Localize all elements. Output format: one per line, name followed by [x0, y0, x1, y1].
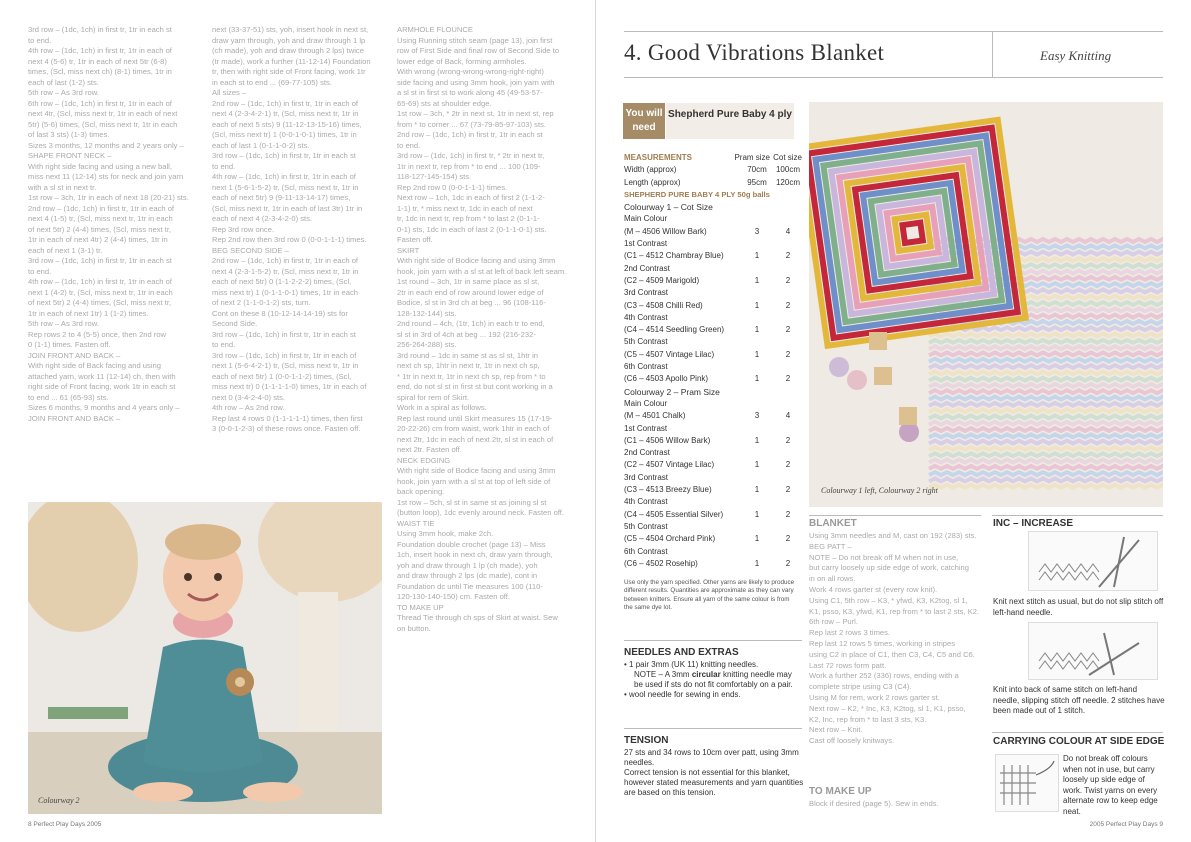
note-text: – A 3mm: [656, 670, 692, 679]
yarn-label: (C3 – 4508 Chilli Red): [624, 300, 703, 310]
photo-caption: Colourway 1 left, Colourway 2 right: [821, 486, 938, 495]
photo-caption: Colourway 2: [38, 796, 80, 805]
left-page: [0, 0, 595, 842]
measurement-row: [624, 177, 802, 189]
colourway1-list: [624, 213, 802, 385]
blanket-illustration: [809, 102, 1163, 507]
pram-quantity: 1: [754, 275, 760, 285]
carry-colour-text: Do not break off colours when not in use, but carry loosely up side edge of work. Twist yarns on every alternate row to keep edge neat.: [1063, 754, 1158, 816]
yarn-row: [624, 336, 802, 348]
colourway1-heading: Colourway 1 – Cot Size: [624, 202, 713, 213]
yarn-label: 6th Contrast: [624, 362, 668, 372]
tension-text: [624, 748, 809, 798]
note-bold: circular: [691, 670, 721, 679]
list-item: • wool needle for sewing in ends.: [624, 690, 741, 699]
cot-quantity: 2: [785, 300, 791, 310]
needle-note: [624, 670, 802, 690]
yarn-row: [624, 263, 802, 275]
yarn-label: (M – 4501 Chalk): [624, 411, 686, 421]
yarn-label: (C5 – 4504 Orchard Pink): [624, 534, 716, 544]
measurement-value: 95cm: [747, 177, 767, 187]
yarn-label: Main Colour: [624, 398, 668, 408]
yarn-label: 4th Contrast: [624, 497, 668, 507]
baby-dress-photo: [28, 502, 382, 814]
yarn-row: [624, 472, 802, 484]
title-top-rule: [624, 31, 1163, 32]
colourway2-heading: Colourway 2 – Pram Size: [624, 386, 720, 397]
yarn-row: [624, 521, 802, 533]
pram-quantity: 1: [754, 435, 760, 445]
yarn-ball: [847, 370, 867, 390]
cot-size-header: Cot size: [773, 153, 802, 162]
measurements-header-row: [624, 152, 802, 164]
right-page: [596, 0, 1191, 842]
needle-item: 1 pair 3mm (UK 11) knitting needles.: [629, 660, 759, 669]
yarn-ball: [829, 357, 849, 377]
pram-quantity: 1: [754, 300, 760, 310]
pram-quantity: 3: [754, 226, 760, 236]
carry-colour-diagram: [995, 754, 1059, 812]
yarn-row: [624, 226, 802, 238]
yarn-row: [624, 484, 802, 496]
yarn-label: 5th Contrast: [624, 521, 668, 531]
section-rule: [992, 732, 1163, 733]
make-up-heading: TO MAKE UP: [809, 786, 872, 797]
cot-quantity: 2: [785, 534, 791, 544]
list-item: • 1 pair 3mm (UK 11) knitting needles.: [624, 660, 759, 669]
cot-quantity: 4: [785, 226, 791, 236]
pram-quantity: 1: [754, 509, 760, 519]
blanket-heading: BLANKET: [809, 518, 857, 529]
measurements-heading: MEASUREMENTS: [624, 153, 693, 162]
yarn-row: [624, 447, 802, 459]
yarn-brand-label: Shepherd Pure Baby 4 ply: [666, 103, 794, 139]
yarn-label: (C4 – 4505 Essential Silver): [624, 509, 724, 519]
yarn-row: [624, 349, 802, 361]
yarn-row: [624, 496, 802, 508]
section-rule: [992, 515, 1163, 516]
yarn-label: (C1 – 4506 Willow Bark): [624, 435, 711, 445]
yarn-row: [624, 398, 802, 410]
yarn-label: Main Colour: [624, 214, 668, 224]
yarn-row: [624, 373, 802, 385]
cot-quantity: 2: [785, 349, 791, 359]
wooden-block: [874, 367, 892, 385]
yarn-label: 2nd Contrast: [624, 263, 670, 273]
cot-quantity: 2: [785, 485, 791, 495]
inc-heading: INC – INCREASE: [993, 518, 1074, 529]
note-text: knitting needle may be used if sts do not fit comfortably on a pair.: [634, 670, 793, 689]
cot-quantity: 2: [785, 275, 791, 285]
tension-heading: TENSION: [624, 735, 669, 746]
needles-list: [624, 660, 802, 700]
pram-quantity: 1: [754, 558, 760, 568]
cot-quantity: 2: [785, 509, 791, 519]
inc-diagram-1: [1028, 531, 1158, 591]
measurement-value: 70cm: [747, 165, 767, 175]
category-label: Easy Knitting: [1040, 48, 1112, 63]
materials-table: [624, 152, 802, 570]
yarn-row: [624, 410, 802, 422]
pram-quantity: 1: [754, 374, 760, 384]
inc-step-2: Knit into back of same stitch on left-hand needle, slipping stitch off needle. 2 stitches have been made out of 1 stitch.: [993, 685, 1165, 715]
blanket-instructions: Using 3mm needles and M, cast on 192 (283) sts. BEG PATT – NOTE – Do not break off M when not in use, but carry loosely up side edge of work, catching in on all rows. Work 4 rows garter st (every row knit). Using C1, 5th row – K3, * yfwd, K3, K2tog, sl 1, K1, psso, K3, yfwd, K1, rep from * to last 2 sts, K2. 6th row – Purl. Rep last 2 rows 3 times. Rep last 12 rows 5 times, working in stripes using C2 in place of C1, then C3, C4, C5 and C6. Last 72 rows form patt. Work a further 252 (336) rows, ending with a complete stripe using C3 (C4). Using M for rem, work 2 rows garter st. Next row – K2, * Inc, K3, K2tog, sl 1, K1, psso, K2, Inc, rep from * to last 3 sts, K3. Next row – Knit. Cast off loosely knitways.: [809, 531, 980, 746]
measurement-label: Length (approx): [624, 177, 681, 187]
note-label: NOTE: [634, 670, 657, 679]
yarn-note: Use only the yarn specified. Other yarns are likely to produce different results. Quantities are approximate as they can vary between knitters. Ensure all yarn of the same colour is from the same dye lot.: [624, 579, 795, 611]
yarn-row: [624, 312, 802, 324]
cot-quantity: 2: [785, 325, 791, 335]
tension-line: 27 sts and 34 rows to 10cm over patt, using 3mm needles.: [624, 748, 799, 767]
cot-quantity: 2: [785, 374, 791, 384]
measurement-label: Width (approx): [624, 165, 677, 175]
yarn-label: (C4 – 4514 Seedling Green): [624, 325, 725, 335]
pram-quantity: 1: [754, 460, 760, 470]
yarn-row: [624, 250, 802, 262]
yarn-row: [624, 558, 802, 570]
yarn-row: [624, 423, 802, 435]
yarn-label: (C6 – 4503 Apollo Pink): [624, 374, 709, 384]
yarn-row: [624, 287, 802, 299]
pram-quantity: 1: [754, 251, 760, 261]
pram-quantity: 3: [754, 411, 760, 421]
blanket-photo: [809, 102, 1163, 507]
cot-quantity: 4: [785, 411, 791, 421]
yarn-label: 6th Contrast: [624, 546, 668, 556]
section-rule: [624, 728, 802, 729]
yarn-label: 5th Contrast: [624, 337, 668, 347]
measurement-row: [624, 164, 802, 176]
yarn-label: 3rd Contrast: [624, 288, 669, 298]
section-rule: [809, 515, 981, 516]
yarn-label: 4th Contrast: [624, 312, 668, 322]
pram-size-header: Pram size: [734, 153, 770, 162]
measurement-value: 120cm: [775, 177, 800, 187]
needles-heading: NEEDLES AND EXTRAS: [624, 647, 739, 658]
needle-item: wool needle for sewing in ends.: [629, 690, 741, 699]
cot-quantity: 2: [785, 460, 791, 470]
yarn-label: (C6 – 4502 Rosehip): [624, 558, 698, 568]
yarn-row: [624, 546, 802, 558]
pattern-column-2: next (33-37-51) sts, yoh, insert hook in next st, draw yarn through, yoh and draw through 1 lp (ch made), yoh and draw through 2 lps) twice (tr made), work a further (11-12-14) Foundation tr, then with right side of Front facing, work 1tr in each st to end ... (69-77-105) sts. All sizes – 2nd row – (1dc, 1ch) in first tr, 1tr in each of next 4 (2-3-4-2-1) tr, (Scl, miss next tr, 1tr in each of next 5 sts) 9 (11-12-13-15-16) times, (Scl, miss next tr) 1 (0-0-1-0-1) times, 1tr in each of last 1 (0-1-1-0-2) sts. 3rd row – (1dc, 1ch) in first tr, 1tr in each st to end. 4th row – (1dc, 1ch) in first tr, 1tr in each of next 1 (5-6-1-5-2) tr, (Scl, miss next tr, 1tr in each of next 5tr) 9 (9-11-13-14-17) times, (Scl, miss next tr, 1tr in each of last 3tr) 1tr in each of next 4 (2-3-4-2-0) sts. Rep 3rd row once. Rep 2nd row then 3rd row 0 (0-0-1-1-1) times. BEG SECOND SIDE – 2nd row – (1dc, 1ch) in first tr, 1tr in each of next 4 (2-3-1-5-2) tr, (Scl, miss next tr, 1tr in each of next 5tr) 0 (1-1-2-2-2) times, (Scl, miss next tr) 1 (0-1-1-0-1) times, 1tr in each of next 2 (1-1-0-1-2) sts, turn. Cont on these 8 (10-12-14-14-19) sts for Second Side. 3rd row – (1dc, 1ch) in first tr, 1tr in each st to end. 3rd row – (1dc, 1ch) in first tr, 1tr in each of next 1 (5-6-4-2-1) tr, (Scl, miss next tr, 1tr in each of next 5tr) 1 (0-0-1-1-2) times, (Scl, miss next tr) 0 (1-1-1-1-0) times, 1tr in each of next 0 (3-4-2-4-0) sts. 4th row – As 2nd row. Rep last 4 rows 0 (1-1-1-1-1) times, then first 3 (0-0-1-2-3) of these rows once. Fasten off.: [212, 25, 371, 433]
yarn-label: 2nd Contrast: [624, 448, 670, 458]
inc-step-1: Knit next stitch as usual, but do not slip stitch off left-hand needle.: [993, 597, 1164, 617]
yarn-row: [624, 238, 802, 250]
pram-quantity: 1: [754, 485, 760, 495]
colourway2-list: [624, 398, 802, 570]
pattern-column-1: 3rd row – (1dc, 1ch) in first tr, 1tr in each st to end. 4th row – (1dc, 1ch) in first tr, 1tr in each of next 4 (5-6) tr, 1tr in each of next 5tr (6-8) times, (Scl, miss next ch) (8-1) times, 1tr in each of last (1-2) sts. 5th row – As 3rd row. 6th row – (1dc, 1ch) in first tr, 1tr in each of next 4tr, (Scl, miss next tr, 1tr in each of next 5tr) (5-6) times, (Scl, miss next tr, 1tr in each of last 3 sts) (1-3) times. Sizes 3 months, 12 months and 2 years only – SHAPE FRONT NECK – With right side facing and using a new ball, miss next 11 (12-14) sts for neck and join yarn with a sl st in next tr. 1st row – 3ch, 1tr in each of next 18 (20-21) sts. 2nd row – (1dc, 1ch) in first tr, 1tr in each of next 4 (1-5) tr, (Scl, miss next tr, 1tr in each of next 5tr) 2 (4-4) times, (Scl, miss next tr, 1tr in each of next 4tr) 2 (4-4) times, 1tr in each of next 1 (3-1) tr. 3rd row – (1dc, 1ch) in first tr, 1tr in each st to end. 4th row – (1dc, 1ch) in first tr, 1tr in each of next 1 (4-2) tr, (Scl, miss next tr, 1tr in each of next 5tr) 2 (4-4) times, (Scl, miss next tr, 1tr in each of next 1tr) 1 (1-2) times. 5th row – As 3rd row. Rep rows 2 to 4 (5-5) once, then 2nd row 0 (1-1) times. Fasten off. JOIN FRONT AND BACK – With right side of Back facing and using attached yarn, work 11 (12-14) ch, then with right side of Front facing, work 1tr in each st to end ... 61 (65-93) sts. Sizes 6 months, 9 months and 4 years only – JOIN FRONT AND BACK –: [28, 25, 189, 423]
pattern-column-3: ARMHOLE FLOUNCE Using Running stitch seam (page 13), join first row of First Side and final row of Second Side to lower edge of Back, forming armholes. With wrong (wrong-wrong-wrong-right-right) side facing and using 3mm hook, join yarn with a sl st in first st to work along 45 (49-53-57- 65-69) sts at shoulder edge. 1st row – 3ch, * 2tr in next st, 1tr in next st, rep from * to corner ... 67 (73-79-85-97-103) sts. 2nd row – (1dc, 1ch) in first tr, 1tr in each st to end. 3rd row – (1dc, 1ch) in first tr, * 2tr in next tr, 1tr in next tr, rep from * to end ... 100 (109- 118-127-145-154) sts. Rep 2nd row 0 (0-0-1-1-1) times. Next row – 1ch, 1dc in each of first 2 (1-1-2- 1-1) tr, * miss next tr, 1dc in each of next tr, 1dc in next tr, rep from * to last 2 (0-1-1- 0-1) sts, 1dc in each of last 2 (0-1-1-0-1) sts. Fasten off. SKIRT With right side of Bodice facing and using 3mm hook, join yarn with a sl st at left of back left seam. 1st round – 3ch, 1tr in same place as sl st, 2tr in each end of row around lower edge of Bodice, sl st in 3rd ch at beg ... 96 (108-116- 128-132-144) sts. 2nd round – 4ch, (1tr, 1ch) in each tr to end, sl st in 3rd of 4ch at beg ... 192 (216-232- 256-264-288) sts. 3rd round – 1dc in same st as sl st, 1htr in next ch sp, 1htr in next tr, 1tr in next ch sp, * 1tr in next tr, 1tr in next ch sp, rep from * to end, do not sl st in first st but cont working in a spiral for rem of Skirt. Work in a spiral as follows. Rep last round until Skirt measures 15 (17-19- 20-22-26) cm from waist, work 1htr in each of next 2tr, 1dc in each of next 2tr, sl st in each of next 2tr. Fasten off. NECK EDGING With right side of Bodice facing and using 3mm hook, join yarn with a sl st at top of left side of back opening. 1st row – 5ch, sl st in same st as joining sl st (button loop), 1dc evenly around neck. Fasten off. WAIST TIE Using 3mm hook, make 2ch. Foundation double crochet (page 13) – Miss 1ch, insert hook in next ch, draw yarn through, yoh and draw through 1 lp (ch made), yoh and draw through 2 lps (dc made), cont in Foundation dc until Tie measures 100 (110- 120-130-140-150) cm. Fasten off. TO MAKE UP Thread Tie through ch sps of Skirt at waist. Sew on button.: [397, 25, 567, 633]
inc-diagram-2: [1028, 622, 1158, 680]
knitting-needle-icon: [1029, 623, 1157, 679]
pram-quantity: 1: [754, 349, 760, 359]
measurement-value: 100cm: [775, 165, 800, 175]
yarn-row: [624, 275, 802, 287]
baby-dress-illustration: [28, 502, 382, 814]
cot-quantity: 2: [785, 251, 791, 261]
you-will-need-badge: You will need: [623, 103, 665, 139]
wooden-block: [899, 407, 917, 425]
cot-quantity: 2: [785, 558, 791, 568]
yarn-heading: SHEPHERD PURE BABY 4 PLY 50g balls: [624, 189, 770, 199]
tension-line: Correct tension is not essential for this blanket, however stated measurements and yarn quantities are based on this tension.: [624, 768, 804, 797]
yarn-label: (C5 – 4507 Vintage Lilac): [624, 349, 715, 359]
yarn-label: (C1 – 4512 Chambray Blue): [624, 251, 724, 261]
cot-quantity: 2: [785, 435, 791, 445]
knitting-needle-icon: [1029, 532, 1157, 590]
make-up-text: Block if desired (page 5). Sew in ends.: [809, 799, 939, 808]
pram-quantity: 1: [754, 325, 760, 335]
yarn-label: 3rd Contrast: [624, 472, 669, 482]
yarn-label: 1st Contrast: [624, 239, 668, 249]
page-title: 4. Good Vibrations Blanket: [624, 40, 885, 65]
right-page-footer: 2005 Perfect Play Days 9: [1089, 821, 1163, 828]
yarn-label: 1st Contrast: [624, 423, 668, 433]
left-page-footer: 8 Perfect Play Days 2005: [28, 821, 102, 828]
yarn-row: [624, 459, 802, 471]
yarn-row: [624, 361, 802, 373]
wooden-block: [869, 332, 887, 350]
yarn-row: [624, 509, 802, 521]
section-rule: [624, 640, 802, 641]
yarn-label: (M – 4506 Willow Bark): [624, 226, 707, 236]
carry-colour-heading: CARRYING COLOUR AT SIDE EDGE: [993, 736, 1165, 747]
yarn-row: [624, 435, 802, 447]
pram-quantity: 1: [754, 534, 760, 544]
yarn-row: [624, 213, 802, 225]
yarn-row: [624, 533, 802, 545]
title-bottom-rule: [624, 77, 1163, 78]
yarn-label: (C2 – 4509 Marigold): [624, 275, 700, 285]
yarn-row: [624, 324, 802, 336]
yarn-label: (C2 – 4507 Vintage Lilac): [624, 460, 715, 470]
yarn-row: [624, 300, 802, 312]
title-divider: [992, 31, 993, 78]
yarn-label: (C3 – 4513 Breezy Blue): [624, 485, 712, 495]
yarn-carry-icon: [996, 755, 1058, 811]
